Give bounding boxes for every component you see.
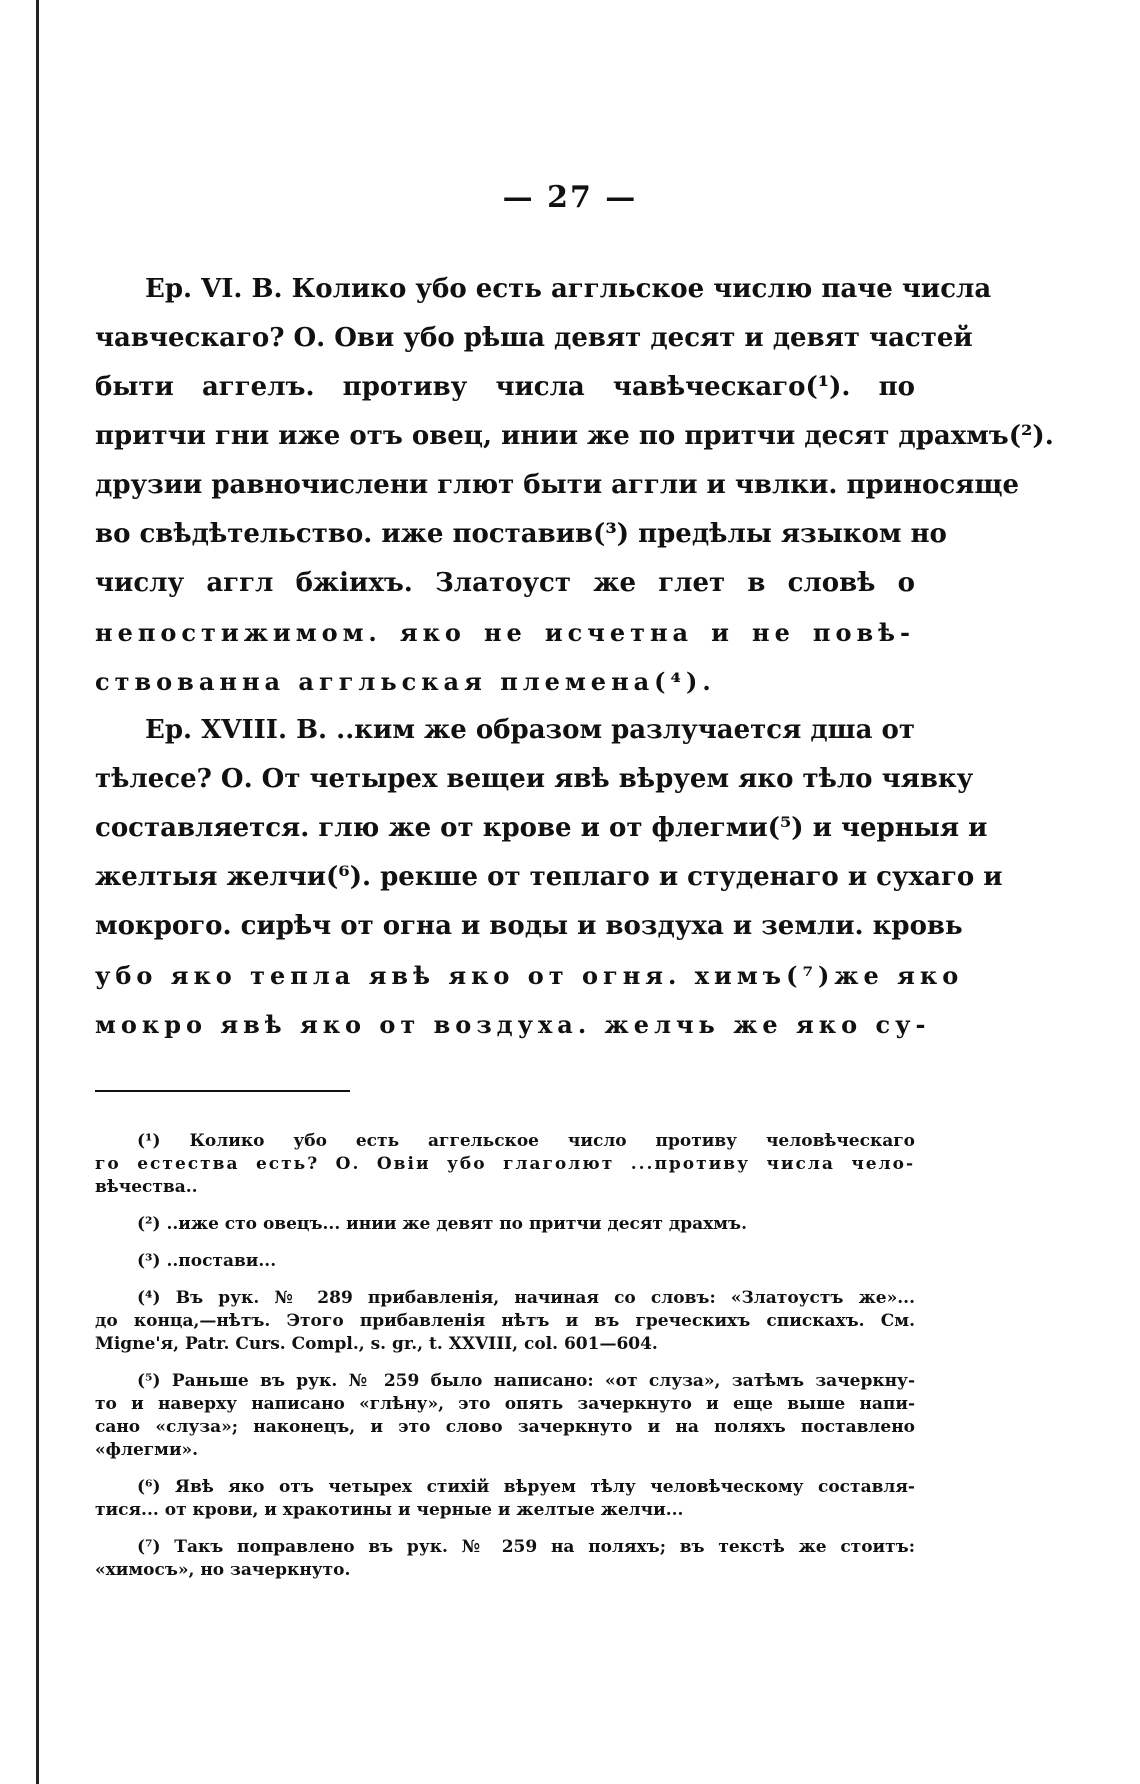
footnote-line: тися... от крови, и хракотины и черные и желтые желчи... (95, 1500, 684, 1520)
page-edge-rule (36, 0, 39, 1784)
text-line: Ер. XVIII. В. ..ким же образом разлучается дша от (145, 715, 915, 745)
footnote-1 (95, 1130, 915, 1199)
footnote-line: го естества есть? О. Овіи убо глаголют ...противу числа чело- (95, 1154, 915, 1174)
text-line: друзии равночислени глют быти аггли и чвлки. приносяще (95, 470, 1020, 500)
text-line: убо яко тепла явѣ яко от огня. химъ(⁷)же яко (95, 961, 964, 990)
text-line: во свѣдѣтельство. иже поставив(³) предѣлы языком но (95, 519, 947, 549)
footnote-line: (³) ..постави... (137, 1251, 277, 1271)
main-text (95, 265, 1054, 1049)
page-number: — 27 — (502, 180, 638, 215)
footnote-line: до конца,—нѣтъ. Этого прибавленія нѣтъ и въ греческихъ спискахъ. См. (95, 1311, 915, 1331)
footnotes (95, 1130, 915, 1596)
text-line: числу аггл бжіихъ. Златоуст же глет в словѣ о (95, 568, 915, 598)
text-line: составляется. глю же от крове и от флегми(⁵) и черныя и (95, 813, 988, 843)
text-line: притчи гни иже отъ овец, инии же по притчи десят драхмъ(²). (95, 421, 1054, 451)
text-line: непостижимом. яко не исчетна и не повѣ- (95, 618, 915, 647)
footnote-line: (⁵) Раньше въ рук. № 259 было написано: «от слуза», затѣмъ зачеркну- (137, 1371, 915, 1391)
footnote-line: (¹) Колико убо есть аггельское число противу человѣческаго (137, 1131, 915, 1151)
footnote-6 (95, 1476, 915, 1522)
footnote-7 (95, 1536, 915, 1582)
footnote-3 (95, 1250, 915, 1273)
text-line: Ер. VI. В. Колико убо есть аггльское числю паче числа (145, 274, 992, 304)
text-line: чавческаго? О. Ови убо рѣша девят десят и девят частей (95, 323, 973, 353)
footnote-line: «флегми». (95, 1440, 199, 1460)
footnote-line: «химосъ», но зачеркнуто. (95, 1560, 351, 1580)
footnote-2 (95, 1213, 915, 1236)
text-line: желтыя желчи(⁶). рекше от теплаго и студенаго и сухаго и (95, 862, 1003, 892)
footnote-4 (95, 1287, 915, 1356)
footnote-line: вѣчества.. (95, 1177, 198, 1197)
text-line: тѣлесе? О. От четырех вещеи явѣ вѣруем яко тѣло чявку (95, 764, 974, 794)
text-line: мокрого. сирѣч от огна и воды и воздуха и земли. кровь (95, 911, 963, 941)
footnote-5 (95, 1370, 915, 1462)
text-line: мокро явѣ яко от воздуха. желчь же яко су- (95, 1010, 931, 1039)
footnote-line: (⁶) Явѣ яко отъ четырех стихій вѣруем тѣлу человѣческому составля- (137, 1477, 915, 1497)
footnote-line: (⁴) Въ рук. № 289 прибавленія, начиная со словъ: «Златоустъ же»... (137, 1288, 915, 1308)
footnote-line: то и наверху написано «глѣну», это опять зачеркнуто и еще выше напи- (95, 1394, 915, 1414)
footnote-line: Migne'я, Patr. Curs. Compl., s. gr., t. XXVIII, col. 601—604. (95, 1334, 658, 1354)
footnote-separator (95, 1090, 350, 1092)
footnote-line: (²) ..иже сто овецъ... инии же девят по притчи десят драхмъ. (137, 1214, 747, 1234)
text-line: быти аггелъ. противу числа чавѣческаго(¹). по (95, 372, 915, 402)
text-line: ствованна аггльская племена(⁴). (95, 667, 716, 696)
footnote-line: (⁷) Такъ поправлено въ рук. № 259 на поляхъ; въ текстѣ же стоитъ: (137, 1537, 915, 1557)
footnote-line: сано «слуза»; наконецъ, и это слово зачеркнуто и на поляхъ поставлено (95, 1417, 915, 1437)
